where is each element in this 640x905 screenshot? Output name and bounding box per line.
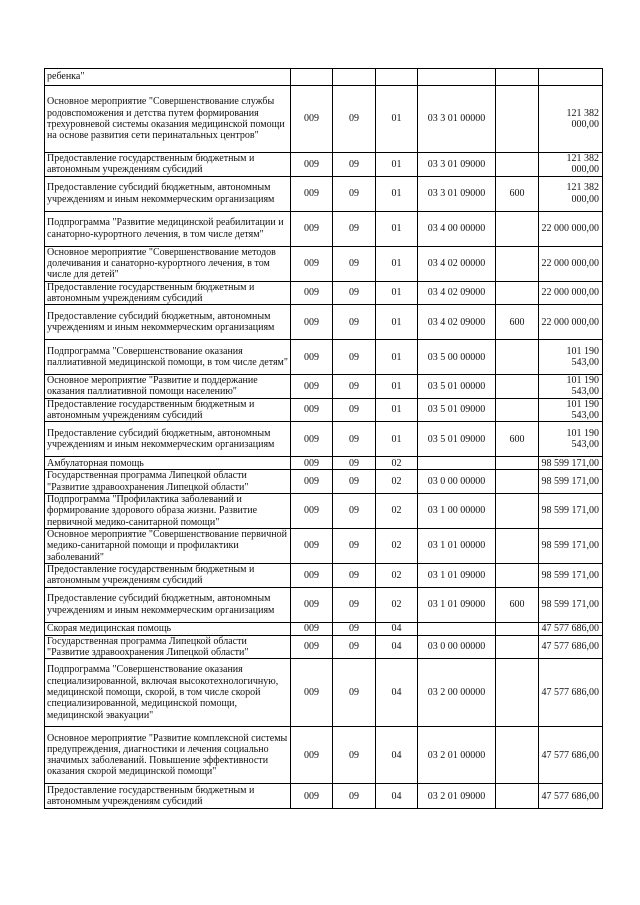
section-code-cell: 09 xyxy=(333,211,376,246)
subsection-code-cell: 02 xyxy=(376,528,418,563)
section-code-cell: 09 xyxy=(333,246,376,281)
target-article-cell: 03 3 01 09000 xyxy=(418,153,496,177)
admin-code-cell: 009 xyxy=(291,622,333,635)
expense-type-cell xyxy=(496,398,539,422)
amount-cell: 98 599 171,00 xyxy=(539,457,603,470)
amount-cell: 22 000 000,00 xyxy=(539,281,603,305)
subsection-code-cell: 01 xyxy=(376,246,418,281)
section-code-cell: 09 xyxy=(333,281,376,305)
table-row xyxy=(45,340,603,375)
amount-cell: 101 190 543,00 xyxy=(539,375,603,399)
table-row xyxy=(45,528,603,563)
expense-type-cell xyxy=(496,69,539,86)
row-name-cell: Основное мероприятие "Развитие комплексной системы предупреждения, диагностики и лечения социально значимых заболеваний. Повышение эффективности оказания скорой медицинской помощи" xyxy=(45,727,291,784)
amount-cell: 47 577 686,00 xyxy=(539,659,603,727)
section-code-cell: 09 xyxy=(333,375,376,399)
amount-cell: 98 599 171,00 xyxy=(539,587,603,622)
admin-code-cell: 009 xyxy=(291,176,333,211)
subsection-code-cell: 01 xyxy=(376,176,418,211)
amount-cell: 47 577 686,00 xyxy=(539,635,603,659)
admin-code-cell: 009 xyxy=(291,86,333,153)
expense-type-cell: 600 xyxy=(496,587,539,622)
admin-code-cell: 009 xyxy=(291,784,333,809)
row-name-cell: Предоставление субсидий бюджетным, автономным учреждениям и иным некоммерческим организациям xyxy=(45,422,291,457)
row-name-cell: Государственная программа Липецкой области "Развитие здравоохранения Липецкой области" xyxy=(45,635,291,659)
target-article-cell: 03 2 01 00000 xyxy=(418,727,496,784)
amount-cell: 47 577 686,00 xyxy=(539,784,603,809)
table-row xyxy=(45,457,603,470)
table-row xyxy=(45,398,603,422)
table-row xyxy=(45,375,603,399)
subsection-code-cell: 01 xyxy=(376,375,418,399)
table-row xyxy=(45,659,603,727)
subsection-code-cell: 04 xyxy=(376,635,418,659)
admin-code-cell: 009 xyxy=(291,659,333,727)
target-article-cell: 03 0 00 00000 xyxy=(418,635,496,659)
expense-type-cell xyxy=(496,528,539,563)
admin-code-cell: 009 xyxy=(291,375,333,399)
admin-code-cell: 009 xyxy=(291,211,333,246)
section-code-cell: 09 xyxy=(333,153,376,177)
expense-type-cell xyxy=(496,153,539,177)
table-row xyxy=(45,211,603,246)
budget-table xyxy=(44,68,603,809)
subsection-code-cell: 04 xyxy=(376,659,418,727)
subsection-code-cell: 02 xyxy=(376,493,418,528)
admin-code-cell: 009 xyxy=(291,281,333,305)
table-row xyxy=(45,176,603,211)
admin-code-cell: 009 xyxy=(291,635,333,659)
expense-type-cell xyxy=(496,211,539,246)
section-code-cell: 09 xyxy=(333,422,376,457)
target-article-cell: 03 2 00 00000 xyxy=(418,659,496,727)
target-article-cell: 03 5 00 00000 xyxy=(418,340,496,375)
amount-cell xyxy=(539,69,603,86)
target-article-cell: 03 3 01 09000 xyxy=(418,176,496,211)
table-row xyxy=(45,470,603,494)
admin-code-cell: 009 xyxy=(291,727,333,784)
expense-type-cell xyxy=(496,340,539,375)
row-name-cell: Предоставление государственным бюджетным и автономным учреждениям субсидий xyxy=(45,153,291,177)
target-article-cell: 03 5 01 09000 xyxy=(418,398,496,422)
table-row xyxy=(45,635,603,659)
amount-cell: 98 599 171,00 xyxy=(539,528,603,563)
target-article-cell xyxy=(418,622,496,635)
table-row xyxy=(45,86,603,153)
admin-code-cell: 009 xyxy=(291,528,333,563)
target-article-cell: 03 3 01 00000 xyxy=(418,86,496,153)
expense-type-cell xyxy=(496,470,539,494)
section-code-cell xyxy=(333,69,376,86)
table-row xyxy=(45,587,603,622)
row-name-cell: Предоставление государственным бюджетным и автономным учреждениям субсидий xyxy=(45,563,291,587)
section-code-cell: 09 xyxy=(333,340,376,375)
row-name-cell: Основное мероприятие "Развитие и поддержание оказания паллиативной помощи населению" xyxy=(45,375,291,399)
subsection-code-cell: 02 xyxy=(376,457,418,470)
subsection-code-cell: 02 xyxy=(376,587,418,622)
amount-cell: 22 000 000,00 xyxy=(539,211,603,246)
subsection-code-cell: 04 xyxy=(376,727,418,784)
amount-cell: 101 190 543,00 xyxy=(539,422,603,457)
target-article-cell xyxy=(418,457,496,470)
amount-cell: 98 599 171,00 xyxy=(539,563,603,587)
subsection-code-cell: 01 xyxy=(376,153,418,177)
table-row xyxy=(45,153,603,177)
amount-cell: 121 382 000,00 xyxy=(539,86,603,153)
target-article-cell: 03 1 01 09000 xyxy=(418,563,496,587)
amount-cell: 121 382 000,00 xyxy=(539,176,603,211)
target-article-cell xyxy=(418,69,496,86)
expense-type-cell: 600 xyxy=(496,422,539,457)
row-name-cell: Скорая медицинская помощь xyxy=(45,622,291,635)
expense-type-cell xyxy=(496,727,539,784)
section-code-cell: 09 xyxy=(333,659,376,727)
row-name-cell: Подпрограмма "Совершенствование оказания паллиативной медицинской помощи, в том числе детям" xyxy=(45,340,291,375)
expense-type-cell xyxy=(496,375,539,399)
subsection-code-cell: 01 xyxy=(376,422,418,457)
section-code-cell: 09 xyxy=(333,470,376,494)
section-code-cell: 09 xyxy=(333,305,376,340)
target-article-cell: 03 1 01 09000 xyxy=(418,587,496,622)
expense-type-cell xyxy=(496,784,539,809)
section-code-cell: 09 xyxy=(333,457,376,470)
target-article-cell: 03 1 00 00000 xyxy=(418,493,496,528)
expense-type-cell xyxy=(496,635,539,659)
row-name-cell: ребенка" xyxy=(45,69,291,86)
amount-cell: 101 190 543,00 xyxy=(539,398,603,422)
budget-table-page xyxy=(44,68,602,809)
target-article-cell: 03 5 01 00000 xyxy=(418,375,496,399)
admin-code-cell: 009 xyxy=(291,587,333,622)
amount-cell: 121 382 000,00 xyxy=(539,153,603,177)
section-code-cell: 09 xyxy=(333,784,376,809)
expense-type-cell: 600 xyxy=(496,305,539,340)
section-code-cell: 09 xyxy=(333,86,376,153)
admin-code-cell: 009 xyxy=(291,305,333,340)
row-name-cell: Подпрограмма "Профилактика заболеваний и формирование здорового образа жизни. Развитие первичной медико-санитарной помощи" xyxy=(45,493,291,528)
expense-type-cell xyxy=(496,622,539,635)
admin-code-cell: 009 xyxy=(291,340,333,375)
target-article-cell: 03 5 01 09000 xyxy=(418,422,496,457)
section-code-cell: 09 xyxy=(333,176,376,211)
row-name-cell: Основное мероприятие "Совершенствование первичной медико-санитарной помощи и профилактики заболеваний" xyxy=(45,528,291,563)
row-name-cell: Подпрограмма "Развитие медицинской реабилитации и санаторно-курортного лечения, в том числе детям" xyxy=(45,211,291,246)
subsection-code-cell: 02 xyxy=(376,563,418,587)
table-row xyxy=(45,281,603,305)
subsection-code-cell: 01 xyxy=(376,86,418,153)
section-code-cell: 09 xyxy=(333,493,376,528)
subsection-code-cell: 01 xyxy=(376,340,418,375)
admin-code-cell: 009 xyxy=(291,422,333,457)
target-article-cell: 03 0 00 00000 xyxy=(418,470,496,494)
row-name-cell: Предоставление государственным бюджетным и автономным учреждениям субсидий xyxy=(45,784,291,809)
row-name-cell: Предоставление субсидий бюджетным, автономным учреждениям и иным некоммерческим организациям xyxy=(45,305,291,340)
table-row xyxy=(45,69,603,86)
target-article-cell: 03 4 02 09000 xyxy=(418,281,496,305)
subsection-code-cell: 04 xyxy=(376,622,418,635)
admin-code-cell xyxy=(291,69,333,86)
expense-type-cell xyxy=(496,86,539,153)
subsection-code-cell: 01 xyxy=(376,398,418,422)
subsection-code-cell: 01 xyxy=(376,211,418,246)
subsection-code-cell xyxy=(376,69,418,86)
table-row xyxy=(45,784,603,809)
section-code-cell: 09 xyxy=(333,398,376,422)
row-name-cell: Амбулаторная помощь xyxy=(45,457,291,470)
section-code-cell: 09 xyxy=(333,563,376,587)
admin-code-cell: 009 xyxy=(291,563,333,587)
target-article-cell: 03 1 01 00000 xyxy=(418,528,496,563)
subsection-code-cell: 04 xyxy=(376,784,418,809)
row-name-cell: Предоставление субсидий бюджетным, автономным учреждениям и иным некоммерческим организациям xyxy=(45,176,291,211)
table-row xyxy=(45,305,603,340)
expense-type-cell xyxy=(496,659,539,727)
subsection-code-cell: 02 xyxy=(376,470,418,494)
target-article-cell: 03 4 02 09000 xyxy=(418,305,496,340)
amount-cell: 22 000 000,00 xyxy=(539,305,603,340)
row-name-cell: Предоставление субсидий бюджетным, автономным учреждениям и иным некоммерческим организациям xyxy=(45,587,291,622)
budget-table-body xyxy=(45,69,603,809)
expense-type-cell xyxy=(496,563,539,587)
section-code-cell: 09 xyxy=(333,727,376,784)
admin-code-cell: 009 xyxy=(291,493,333,528)
table-row xyxy=(45,422,603,457)
row-name-cell: Подпрограмма "Совершенствование оказания специализированной, включая высокотехнологичную, медицинской помощи, скорой, в том числе скорой специализированной, медицинской помощи, медицинской эвакуации" xyxy=(45,659,291,727)
admin-code-cell: 009 xyxy=(291,398,333,422)
expense-type-cell xyxy=(496,246,539,281)
row-name-cell: Предоставление государственным бюджетным и автономным учреждениям субсидий xyxy=(45,281,291,305)
expense-type-cell xyxy=(496,281,539,305)
admin-code-cell: 009 xyxy=(291,457,333,470)
row-name-cell: Основное мероприятие "Совершенствование методов долечивания и санаторно-курортного лечения, в том числе для детей" xyxy=(45,246,291,281)
admin-code-cell: 009 xyxy=(291,470,333,494)
amount-cell: 98 599 171,00 xyxy=(539,493,603,528)
subsection-code-cell: 01 xyxy=(376,281,418,305)
section-code-cell: 09 xyxy=(333,635,376,659)
amount-cell: 101 190 543,00 xyxy=(539,340,603,375)
section-code-cell: 09 xyxy=(333,528,376,563)
target-article-cell: 03 4 02 00000 xyxy=(418,246,496,281)
expense-type-cell xyxy=(496,457,539,470)
amount-cell: 98 599 171,00 xyxy=(539,470,603,494)
expense-type-cell: 600 xyxy=(496,176,539,211)
table-row xyxy=(45,493,603,528)
table-row xyxy=(45,563,603,587)
target-article-cell: 03 2 01 09000 xyxy=(418,784,496,809)
target-article-cell: 03 4 00 00000 xyxy=(418,211,496,246)
amount-cell: 22 000 000,00 xyxy=(539,246,603,281)
section-code-cell: 09 xyxy=(333,587,376,622)
table-row xyxy=(45,246,603,281)
row-name-cell: Основное мероприятие "Совершенствование службы родовспоможения и детства путем формирования трехуровневой системы оказания медицинской помощи на основе развития сети перинатальных центров" xyxy=(45,86,291,153)
row-name-cell: Предоставление государственным бюджетным и автономным учреждениям субсидий xyxy=(45,398,291,422)
amount-cell: 47 577 686,00 xyxy=(539,622,603,635)
table-row xyxy=(45,727,603,784)
row-name-cell: Государственная программа Липецкой области "Развитие здравоохранения Липецкой области" xyxy=(45,470,291,494)
admin-code-cell: 009 xyxy=(291,246,333,281)
amount-cell: 47 577 686,00 xyxy=(539,727,603,784)
table-row xyxy=(45,622,603,635)
subsection-code-cell: 01 xyxy=(376,305,418,340)
admin-code-cell: 009 xyxy=(291,153,333,177)
expense-type-cell xyxy=(496,493,539,528)
section-code-cell: 09 xyxy=(333,622,376,635)
